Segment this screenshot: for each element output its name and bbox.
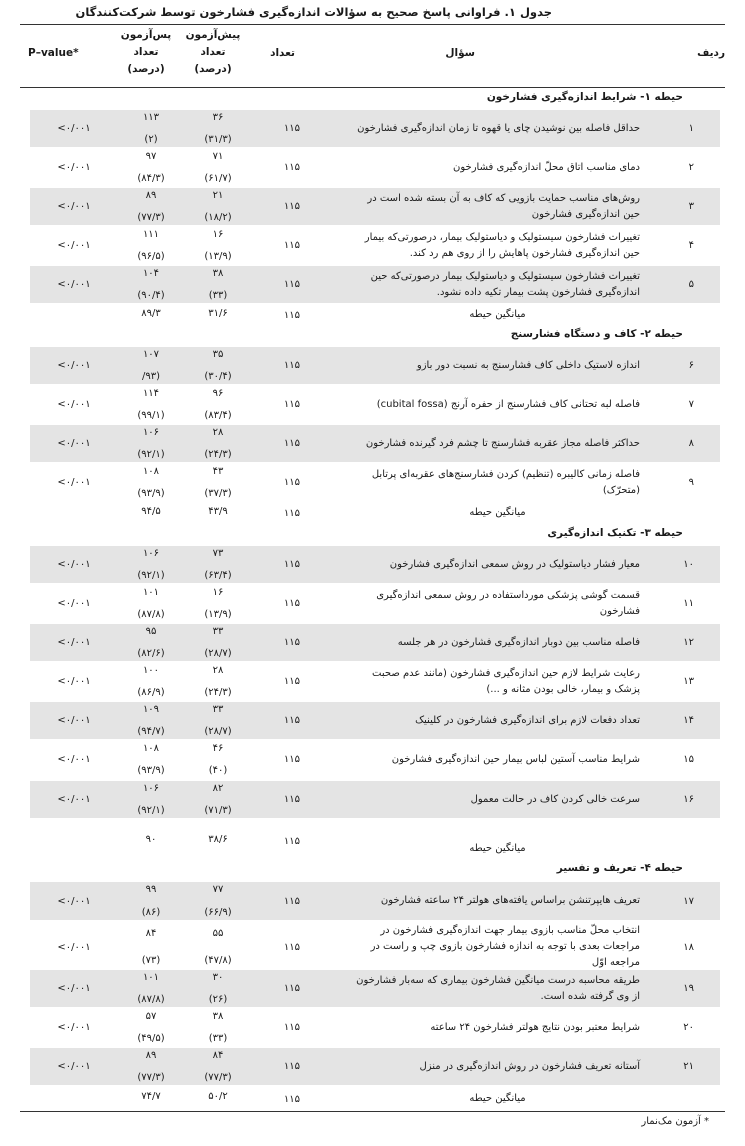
table-row	[30, 266, 720, 303]
row-question: تغییرات فشارخون سیستولیک و دیاستولیک بیمار، درصورتی‌که بیمار حین اندازه‌گیری فشارخون پاهایش را از روی هم رد کند.	[364, 231, 640, 259]
pre-percent: (۱۳/۹)	[204, 251, 232, 262]
row-count: ۱۱۵	[283, 1022, 300, 1033]
p-value: <۰/۰۰۱	[57, 754, 91, 765]
header-row: ردیف	[697, 47, 725, 59]
p-value: <۰/۰۰۱	[57, 637, 91, 648]
row-count: ۱۱۵	[283, 123, 300, 134]
post-count: ۸۹	[145, 190, 157, 201]
average-pre: ۳۱/۶	[208, 308, 228, 319]
post-percent: (۲)	[144, 134, 158, 145]
header-pre-bot: (درصد)	[194, 63, 232, 75]
post-count: ۹۹	[145, 884, 157, 895]
row-count: ۱۱۵	[283, 240, 300, 251]
p-value: <۰/۰۰۱	[57, 240, 91, 251]
header-rule	[20, 87, 725, 88]
pre-count: ۵۵	[212, 928, 224, 939]
post-count: ۱۰۹	[142, 704, 160, 715]
post-percent: (۹۹/۱)	[137, 410, 165, 421]
table-row	[30, 347, 720, 384]
p-value: <۰/۰۰۱	[57, 715, 91, 726]
pre-count: ۳۸	[212, 268, 224, 279]
post-percent: (۹۲/۱)	[137, 805, 165, 816]
average-count: ۱۱۵	[283, 507, 300, 519]
header-post-mid: تعداد	[133, 46, 159, 58]
pre-count: ۴۶	[212, 743, 224, 754]
average-label: میانگین حیطه	[469, 843, 526, 854]
pre-percent: (۶۳/۴)	[204, 570, 232, 581]
pre-count: ۹۶	[212, 388, 224, 399]
row-number: ۱۸	[683, 941, 694, 953]
pre-percent: (۳۱/۳)	[204, 134, 232, 145]
post-percent: (۹۶/۵)	[137, 251, 165, 262]
pre-count: ۳۵	[212, 349, 224, 360]
row-count: ۱۱۵	[283, 559, 300, 570]
row-number: ۱۱	[683, 598, 694, 609]
section-title: حیطه ۱- شرایط اندازه‌گیری فشارخون	[486, 91, 683, 103]
pre-percent: (۸۳/۴)	[204, 410, 232, 421]
row-question: فاصله لبه تحتانی کاف فشارسنج از حفره آرنج (cubital fossa)	[376, 398, 640, 410]
post-count: ۵۷	[145, 1011, 157, 1022]
row-number: ۱۶	[683, 794, 694, 805]
domain-average-row	[30, 1088, 720, 1110]
row-question: رعایت شرایط لازم حین اندازه‌گیری فشارخون (مانند عدم صحبت پزشک و بیمار، خالی بودن مثانه و ...)	[372, 667, 640, 695]
pre-percent: (۳۷/۳)	[204, 488, 232, 499]
header-pre	[181, 27, 245, 78]
row-question: اندازه لاستیک داخلی کاف فشارسنج به نسبت دور بازو	[416, 359, 640, 371]
table-row	[30, 425, 720, 462]
table-row	[30, 1048, 720, 1085]
row-count: ۱۱۵	[283, 637, 300, 648]
pre-count: ۲۸	[212, 665, 224, 676]
row-number: ۲	[688, 162, 694, 173]
row-count: ۱۱۵	[283, 895, 300, 907]
pre-count: ۷۷	[212, 884, 224, 895]
section-title: حیطه ۲- کاف و دستگاه فشارسنج	[510, 328, 683, 340]
pre-percent: (۶۶/۹)	[204, 907, 232, 918]
row-count: ۱۱۵	[283, 715, 300, 726]
row-number: ۴	[688, 240, 694, 251]
table-row	[30, 188, 720, 225]
row-question: تغییرات فشارخون سیستولیک و دیاستولیک بیمار درصورتی‌که حین اندازه‌گیری فشارخون پشت بیمار تکیه داده نشود.	[370, 270, 640, 298]
header-post-bot: (درصد)	[127, 63, 165, 75]
post-percent: (۹۲/۱)	[137, 449, 165, 460]
pre-percent: (۶۱/۷)	[204, 173, 232, 184]
p-value: <۰/۰۰۱	[57, 676, 91, 687]
row-number: ۱۹	[683, 983, 694, 994]
bottom-rule	[20, 1111, 725, 1112]
average-count: ۱۱۵	[283, 835, 300, 847]
row-question: طریقه محاسبه درست میانگین فشارخون بیماری که سه‌بار فشارخون از وی گرفته شده است.	[356, 974, 640, 1002]
pre-percent: (۲۶)	[208, 994, 228, 1005]
domain-average-row	[30, 305, 720, 325]
row-number: ۱۴	[683, 715, 694, 726]
p-value: <۰/۰۰۱	[57, 438, 91, 449]
row-question: قسمت گوشی پزشکی مورداستفاده در روش سمعی اندازه‌گیری فشارخون	[376, 589, 640, 617]
post-count: ۱۱۴	[142, 388, 160, 399]
pre-count: ۷۱	[212, 151, 224, 162]
pre-percent: (۳۳)	[208, 290, 228, 301]
average-pre: ۴۳/۹	[208, 506, 228, 517]
pre-percent: (۲۸/۷)	[204, 726, 232, 737]
pre-count: ۳۰	[212, 972, 224, 983]
post-percent: (۸۶/۹)	[137, 687, 165, 698]
average-label: میانگین حیطه	[469, 309, 526, 320]
top-rule	[20, 24, 725, 25]
row-number: ۶	[688, 360, 694, 371]
row-number: ۱۲	[683, 637, 694, 648]
pre-percent: (۲۴/۳)	[204, 687, 232, 698]
row-count: ۱۱۵	[283, 754, 300, 765]
row-count: ۱۱۵	[283, 162, 300, 173]
row-number: ۷	[688, 399, 694, 410]
pre-count: ۷۳	[212, 548, 224, 559]
footnote: * آزمون مک‌نمار	[641, 1116, 709, 1127]
row-question: سرعت خالی کردن کاف در حالت معمول	[470, 793, 640, 805]
p-value: <۰/۰۰۱	[57, 941, 91, 953]
post-count: ۱۰۱	[142, 972, 160, 983]
table-row	[30, 926, 720, 968]
row-count: ۱۱۵	[283, 941, 300, 953]
pre-percent: (۷۱/۳)	[204, 805, 232, 816]
post-count: ۱۰۱	[142, 587, 160, 598]
header-count: تعداد	[270, 47, 295, 59]
p-value: <۰/۰۰۱	[57, 794, 91, 805]
table-row	[30, 970, 720, 1007]
table-row	[30, 386, 720, 423]
pre-count: ۱۶	[212, 229, 224, 240]
row-number: ۸	[688, 438, 694, 449]
pre-count: ۲۸	[212, 427, 224, 438]
p-value: <۰/۰۰۱	[57, 399, 91, 410]
table-row	[30, 110, 720, 147]
post-percent: (۹۳/۹)	[137, 765, 165, 776]
pre-count: ۳۳	[212, 704, 224, 715]
row-question: دمای مناسب اتاق محلّ اندازه‌گیری فشارخون	[453, 161, 640, 173]
row-question: فاصله مناسب بین دوبار اندازه‌گیری فشارخون در هر جلسه	[397, 636, 640, 648]
row-count: ۱۱۵	[283, 279, 300, 290]
pre-count: ۸۲	[212, 783, 224, 794]
row-question: آستانه تعریف فشارخون در روش اندازه‌گیری در منزل	[419, 1060, 640, 1072]
row-number: ۱۷	[683, 895, 694, 907]
average-label: میانگین حیطه	[469, 507, 526, 518]
row-count: ۱۱۵	[283, 399, 300, 410]
table-row	[30, 781, 720, 818]
p-value: <۰/۰۰۱	[57, 201, 91, 212]
row-count: ۱۱۵	[283, 201, 300, 212]
pre-count: ۳۶	[212, 112, 224, 123]
domain-average-row	[30, 825, 720, 857]
row-count: ۱۱۵	[283, 676, 300, 687]
post-count: ۱۰۶	[142, 427, 160, 438]
average-post: ۹۴/۵	[141, 506, 161, 517]
row-count: ۱۱۵	[283, 477, 300, 488]
p-value: <۰/۰۰۱	[57, 279, 91, 290]
pre-percent: (۲۸/۷)	[204, 648, 232, 659]
p-value: <۰/۰۰۱	[57, 598, 91, 609]
row-number: ۹	[688, 477, 694, 488]
header-post	[114, 27, 178, 78]
row-number: ۵	[688, 279, 694, 290]
row-number: ۳	[688, 201, 694, 212]
row-question: معیار فشار دیاستولیک در روش سمعی اندازه‌گیری فشارخون	[389, 558, 640, 570]
row-number: ۱۳	[683, 676, 694, 687]
table-row	[30, 624, 720, 661]
p-value: <۰/۰۰۱	[57, 477, 91, 488]
row-count: ۱۱۵	[283, 598, 300, 609]
average-post: ۷۴/۷	[141, 1091, 161, 1102]
header-pre-mid: تعداد	[200, 46, 226, 58]
post-percent: (۹۰/۴)	[137, 290, 165, 301]
pre-percent: (۳۰/۴)	[204, 371, 232, 382]
section-title: حیطه ۴- تعریف و تفسیر	[556, 862, 683, 874]
table-row	[30, 882, 720, 920]
p-value: <۰/۰۰۱	[57, 1022, 91, 1033]
row-question: شرایط مناسب آستین لباس بیمار حین اندازه‌گیری فشارخون	[391, 753, 640, 765]
row-question: شرایط معتبر بودن نتایج هولتر فشارخون ۲۴ ساعته	[430, 1021, 640, 1033]
row-count: ۱۱۵	[283, 1061, 300, 1072]
post-percent: (۹۳/	[141, 371, 161, 382]
average-label: میانگین حیطه	[469, 1093, 526, 1104]
post-count: ۱۱۳	[142, 112, 160, 123]
table-row	[30, 741, 720, 778]
header-post-top: پس‌آزمون	[120, 29, 172, 41]
p-value: <۰/۰۰۱	[57, 1061, 91, 1072]
row-question: حداکثر فاصله مجاز عقربه فشارسنج تا چشم فرد گیرنده فشارخون	[365, 437, 640, 449]
row-question: فاصله زمانی کالیبره (تنظیم) کردن فشارسنج‌های عقربه‌ای پرتابل (متحرّک)	[371, 468, 640, 496]
table-row	[30, 546, 720, 583]
average-post: ۹۰	[145, 834, 157, 845]
row-number: ۲۱	[683, 1061, 694, 1072]
pre-percent: (۴۰)	[208, 765, 228, 776]
post-percent: (۷۳)	[141, 955, 161, 966]
header-question: سؤال	[445, 47, 475, 59]
post-count: ۱۰۸	[142, 743, 160, 754]
table-row	[30, 585, 720, 622]
header-pre-top: پیش‌آزمون	[185, 29, 241, 41]
pre-percent: (۱۳/۹)	[204, 609, 232, 620]
post-percent: (۴۹/۵)	[137, 1033, 165, 1044]
post-count: ۱۰۷	[142, 349, 160, 360]
row-question: تعداد دفعات لازم برای اندازه‌گیری فشارخون در کلینیک	[415, 714, 640, 726]
post-percent: (۹۳/۹)	[137, 488, 165, 499]
p-value: <۰/۰۰۱	[57, 162, 91, 173]
domain-average-row	[30, 503, 720, 523]
post-percent: (۹۲/۱)	[137, 570, 165, 581]
row-number: ۱	[688, 123, 694, 134]
pre-count: ۳۸	[212, 1011, 224, 1022]
row-count: ۱۱۵	[283, 360, 300, 371]
row-count: ۱۱۵	[283, 794, 300, 805]
pre-percent: (۱۸/۲)	[204, 212, 232, 223]
row-count: ۱۱۵	[283, 438, 300, 449]
section-title: حیطه ۳- تکنیک اندازه‌گیری	[547, 527, 683, 539]
post-percent: (۹۴/۷)	[137, 726, 165, 737]
table-row	[30, 149, 720, 186]
post-count: ۱۰۶	[142, 548, 160, 559]
post-count: ۱۰۸	[142, 466, 160, 477]
pre-count: ۳۳	[212, 626, 224, 637]
post-percent: (۷۷/۳)	[137, 212, 165, 223]
row-question: تعریف هایپرتنشن براساس یافته‌های هولتر ۲۴ ساعته فشارخون	[380, 895, 640, 906]
post-percent: (۸۷/۸)	[137, 609, 165, 620]
p-value: <۰/۰۰۱	[57, 360, 91, 371]
table-title: جدول ۱. فراوانی پاسخ صحیح به سؤالات اندازه‌گیری فشارخون توسط شرکت‌کنندگان	[75, 5, 552, 19]
row-count: ۱۱۵	[283, 983, 300, 994]
pre-percent: (۲۴/۳)	[204, 449, 232, 460]
pre-count: ۱۶	[212, 587, 224, 598]
p-value: <۰/۰۰۱	[57, 123, 91, 134]
pre-count: ۴۳	[212, 466, 224, 477]
p-value: <۰/۰۰۱	[57, 895, 91, 907]
row-question: حداقل فاصله بین نوشیدن چای یا قهوه تا زمان اندازه‌گیری فشارخون	[357, 122, 640, 134]
average-count: ۱۱۵	[283, 1093, 300, 1105]
post-count: ۱۱۱	[142, 229, 160, 240]
post-count: ۹۷	[145, 151, 157, 162]
average-pre: ۳۸/۶	[208, 834, 228, 845]
pre-count: ۸۴	[212, 1050, 224, 1061]
row-number: ۲۰	[683, 1022, 694, 1033]
post-percent: (۸۷/۸)	[137, 994, 165, 1005]
average-count: ۱۱۵	[283, 309, 300, 321]
post-count: ۱۰۰	[142, 665, 160, 676]
table-row	[30, 702, 720, 739]
table-row	[30, 1009, 720, 1046]
post-count: ۸۹	[145, 1050, 157, 1061]
row-number: ۱۰	[683, 559, 694, 570]
row-question: انتخاب محلّ مناسب بازوی بیمار جهت اندازه‌گیری فشارخون در مراجعات بعدی با توجه به اندازه فشارخون بازوی چپ و راست در مراجعه اوّل	[370, 925, 640, 968]
pre-percent: (۴۷/۸)	[204, 955, 232, 966]
average-pre: ۵۰/۲	[208, 1091, 228, 1102]
post-percent: (۸۶)	[141, 907, 161, 918]
post-count: ۱۰۴	[142, 268, 160, 279]
pre-percent: (۷۷/۳)	[204, 1072, 232, 1083]
row-question: روش‌های مناسب حمایت بازویی که کاف به آن بسته شده است در حین اندازه‌گیری فشارخون	[367, 192, 640, 220]
p-value: <۰/۰۰۱	[57, 559, 91, 570]
post-count: ۸۴	[145, 928, 157, 939]
table-row	[30, 663, 720, 700]
p-value: <۰/۰۰۱	[57, 983, 91, 994]
table-row	[30, 464, 720, 501]
post-count: ۱۰۶	[142, 783, 160, 794]
header-pvalue: P–value*	[28, 47, 79, 59]
row-number: ۱۵	[683, 754, 694, 765]
post-percent: (۸۲/۶)	[137, 648, 165, 659]
pre-count: ۲۱	[212, 190, 224, 201]
average-post: ۸۹/۳	[141, 308, 161, 319]
table-row	[30, 227, 720, 264]
post-count: ۹۵	[145, 626, 157, 637]
pre-percent: (۳۳)	[208, 1033, 228, 1044]
post-percent: (۸۴/۳)	[137, 173, 165, 184]
post-percent: (۷۷/۳)	[137, 1072, 165, 1083]
